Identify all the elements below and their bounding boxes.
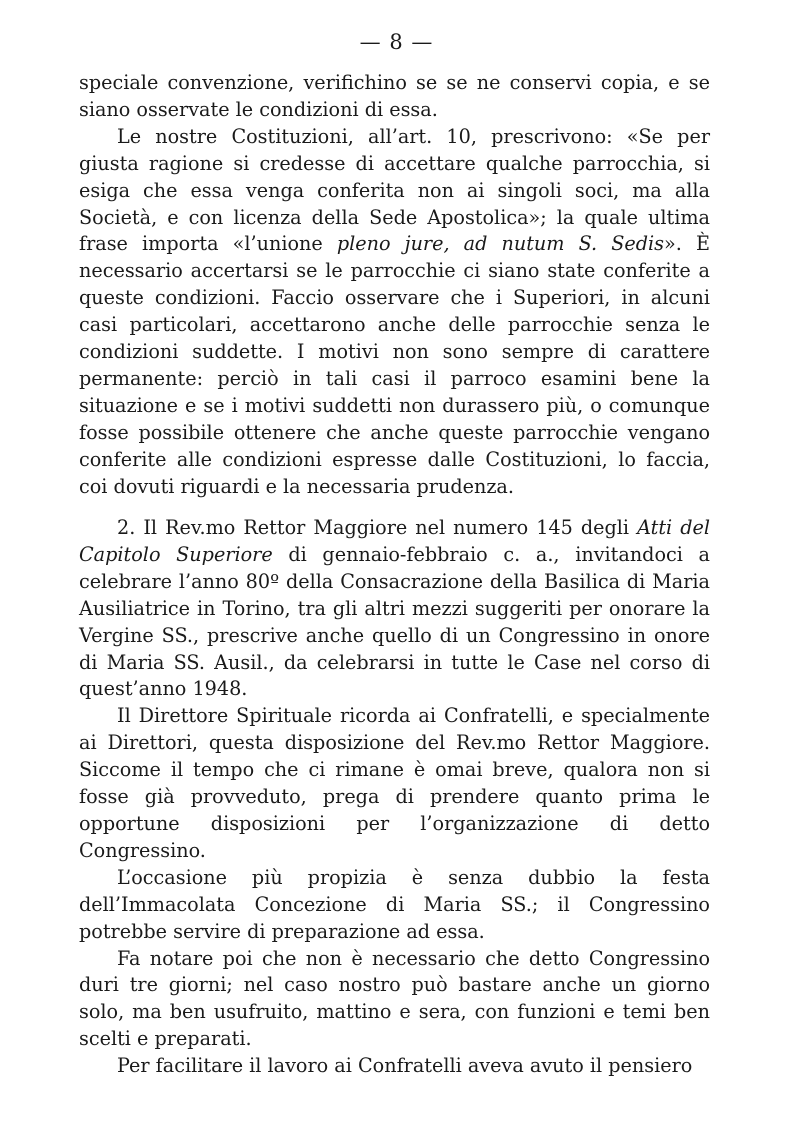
text-run: di gennaio-febbraio c. a., invitandoci a celebrare l’anno 80º della Consacrazione della Basilica di Maria Ausiliatrice in Torino, tra gli altri mezzi suggeriti per onorare la Vergine SS., prescrive anche quello di un Congressino in onore di Maria SS. Ausil., da celebrarsi in tutte le Case nel corso di quest’anno 1948.: [79, 542, 710, 701]
paragraph-fa-notare: Fa notare poi che non è necessario che detto Congressino duri tre giorni; nel caso nostro può bastare anche un giorno solo, ma ben usufruito, mattino e sera, con funzioni e temi ben scelti e preparati.: [79, 946, 710, 1051]
paragraph-direttore: Il Direttore Spirituale ricorda ai Confratelli, e specialmente ai Direttori, questa disposizione del Rev.mo Rettor Maggiore. Siccome il tempo che ci rimane è omai breve, qualora non si fosse già provveduto, prega di prendere quanto prima le opportune disposizioni per l’organizzazione di detto Congressino.: [79, 704, 710, 862]
italic-title: Atti del Capitolo Superiore: [79, 516, 711, 566]
italic-phrase: pleno jure, ad nutum S. Sedis: [336, 232, 665, 256]
text-run: ». È necessario accertarsi se le parrocchie ci siano state conferite a queste condizioni. Faccio osservare che i Superiori, in alcuni casi particolari, accettarono anche delle parrocchie senza le condizioni suddette. I motivi non sono sempre di carattere permanente: perciò in tali casi il parroco esamini bene la situazione e se i motivi suddetti non durassero più, o comunque fosse possibile ottenere che anche queste parrocchie vengano conferite alle condizioni espresse dalle Costituzioni, lo faccia, coi dovuti riguardi e la necessaria prudenza.: [79, 232, 710, 498]
section-2: [79, 515, 710, 1080]
paragraph-continuation: speciale convenzione, verifichino se se ne conservi copia, e se siano osservate le condizioni di essa.: [79, 71, 710, 121]
page-number: — 8 —: [359, 30, 434, 54]
text-run: Le nostre Costituzioni, all’art. 10, prescrivono: «Se per giusta ragione si credesse di accettare qualche parrocchia, si esiga che essa venga conferita non ai singoli soci, ma alla Società, e con licenza della Sede Apostolica»; la quale ultima frase importa «l’unione: [79, 124, 710, 256]
text-run: 2. Il Rev.mo Rettor Maggiore nel numero 145 degli: [117, 516, 638, 539]
section-1: [79, 70, 710, 501]
paragraph-rettor-maggiore: [79, 515, 710, 703]
paragraph-costituzioni: [79, 124, 710, 501]
paragraph-facilitare: Per facilitare il lavoro ai Confratelli aveva avuto il pensiero: [117, 1054, 693, 1078]
paragraph-occasione: L’occasione più propizia è senza dubbio la festa dell’Immacolata Concezione di Maria SS.; il Congressino potrebbe servire di preparazione ad essa.: [79, 865, 710, 943]
